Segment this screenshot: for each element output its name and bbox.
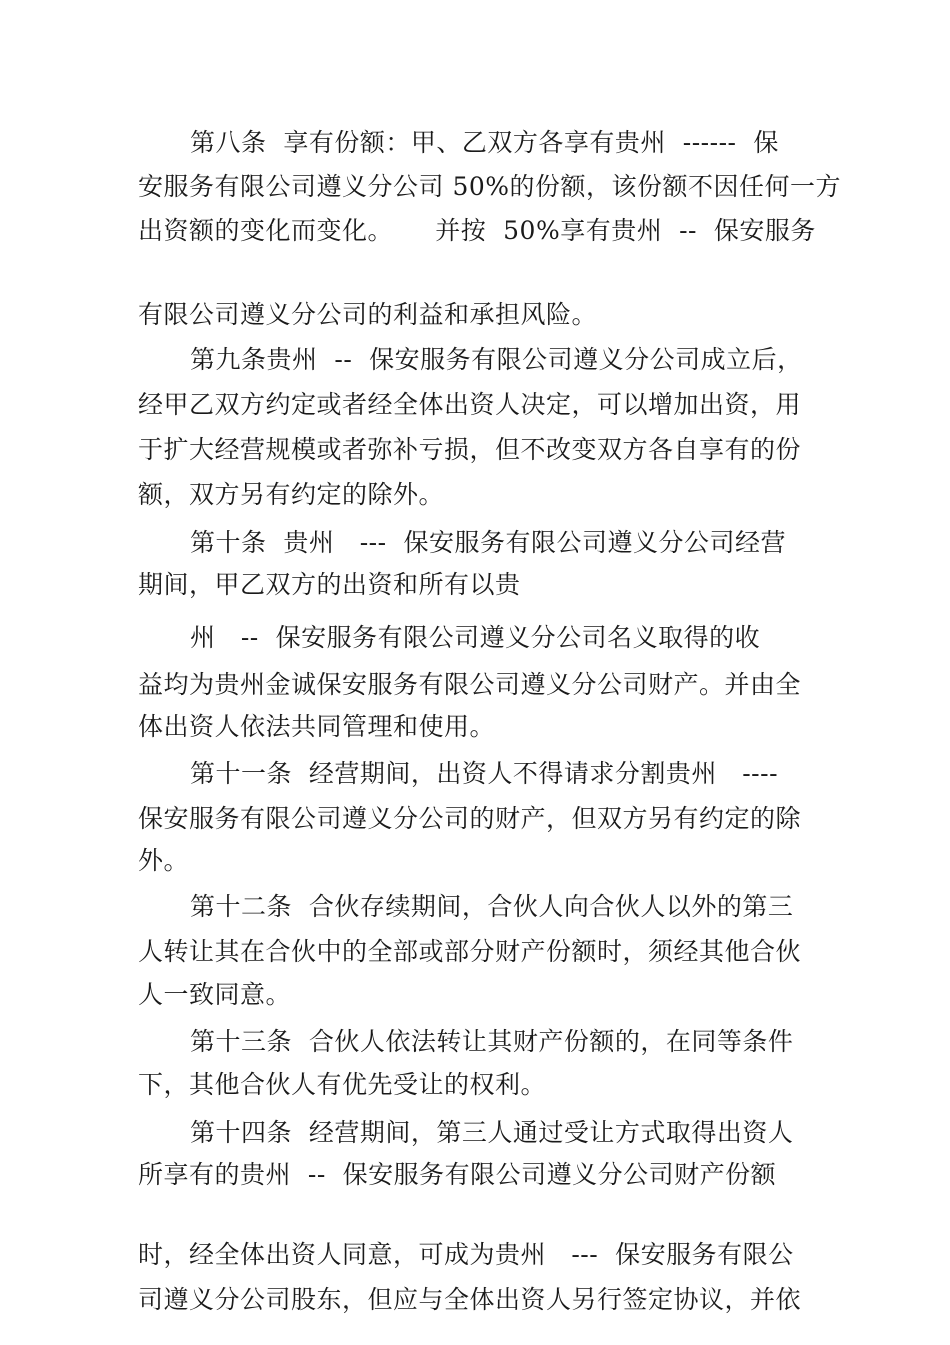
article-14-line-4: 司遵义分公司股东，但应与全体出资人另行签定协议，并依 — [138, 1285, 802, 1314]
article-8-line-3: 出资额的变化而变化。 并按 50%享有贵州 -- 保安服务 — [138, 216, 816, 245]
article-11-line-2: 保安服务有限公司遵义分公司的财产，但双方另有约定的除 — [138, 804, 802, 833]
article-9-line-1: 第九条贵州 -- 保安服务有限公司遵义分公司成立后， — [190, 345, 803, 374]
article-10-line-5: 体出资人依法共同管理和使用。 — [138, 712, 496, 741]
article-10-line-4: 益均为贵州金诚保安服务有限公司遵义分公司财产。并由全 — [138, 670, 802, 699]
article-13-line-1: 第十三条 合伙人依法转让其财产份额的，在同等条件 — [190, 1027, 794, 1056]
article-12-line-3: 人一致同意。 — [138, 980, 292, 1009]
article-9-line-4: 额，双方另有约定的除外。 — [138, 480, 445, 509]
article-13-line-2: 下，其他合伙人有优先受让的权利。 — [138, 1070, 547, 1099]
article-11-line-1: 第十一条 经营期间，出资人不得请求分割贵州 ---- — [190, 759, 779, 788]
article-9-line-2: 经甲乙双方约定或者经全体出资人决定，可以增加出资，用 — [138, 390, 802, 419]
article-10-line-3: 州 -- 保安服务有限公司遵义分公司名义取得的收 — [190, 623, 761, 652]
article-14-line-3: 时，经全体出资人同意，可成为贵州 --- 保安服务有限公 — [138, 1240, 794, 1269]
article-11-line-3: 外。 — [138, 846, 190, 875]
article-14-line-1: 第十四条 经营期间，第三人通过受让方式取得出资人 — [190, 1118, 794, 1147]
article-10-line-2: 期间，甲乙双方的出资和所有以贵 — [138, 570, 521, 599]
article-8-line-4: 有限公司遵义分公司的利益和承担风险。 — [138, 300, 598, 329]
article-10-line-1: 第十条 贵州 --- 保安服务有限公司遵义分公司经营 — [190, 528, 786, 557]
article-12-line-2: 人转让其在合伙中的全部或部分财产份额时，须经其他合伙 — [138, 937, 802, 966]
article-9-line-3: 于扩大经营规模或者弥补亏损，但不改变双方各自享有的份 — [138, 435, 802, 464]
article-12-line-1: 第十二条 合伙存续期间，合伙人向合伙人以外的第三 — [190, 892, 794, 921]
article-8-line-2: 安服务有限公司遵义分公司 50%的份额，该份额不因任何一方 — [138, 172, 842, 201]
article-8-line-1: 第八条 享有份额：甲、乙双方各享有贵州 ------ 保 — [190, 128, 779, 157]
article-14-line-2: 所享有的贵州 -- 保安服务有限公司遵义分公司财产份额 — [138, 1160, 777, 1189]
